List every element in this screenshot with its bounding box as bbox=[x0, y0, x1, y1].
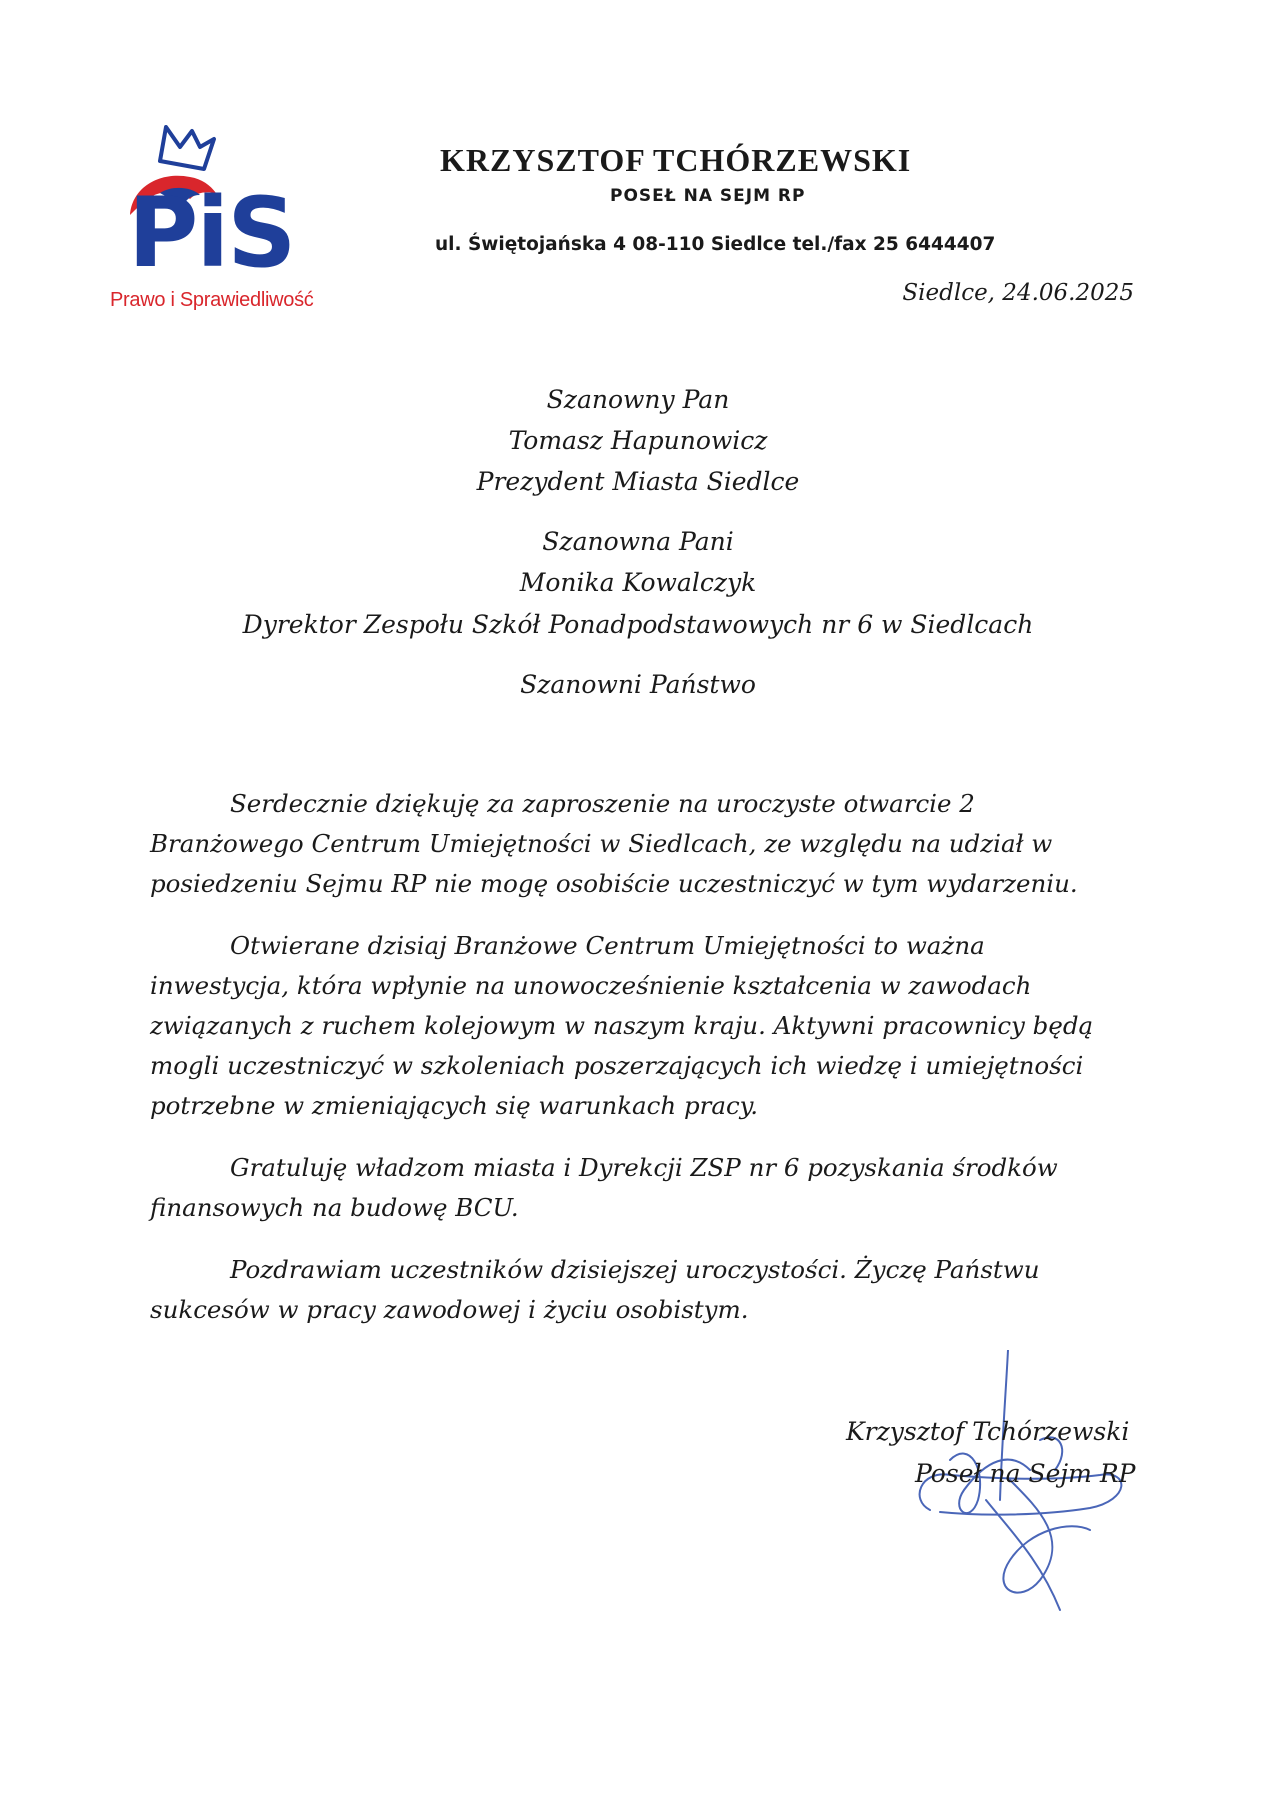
recipient-title: Dyrektor Zespołu Szkół Ponadpodstawowych nr 6 w Siedlcach bbox=[242, 610, 1034, 639]
salutation-line: Szanowny Pan bbox=[546, 385, 730, 414]
signature-name: Krzysztof Tchórzewski bbox=[846, 1417, 1130, 1446]
body-paragraph: Pozdrawiam uczestników dzisiejszej uroczystości. Życzę Państwu sukcesów w pracy zawodowej i życiu osobistym. bbox=[150, 1255, 1040, 1324]
sender-name: KRZYSZTOF TCHÓRZEWSKI bbox=[440, 142, 912, 178]
body-paragraph: Serdecznie dziękuję za zaproszenie na uroczyste otwarcie 2 Branżowego Centrum Umiejętności w Siedlcach, ze względu na udział w posiedzeniu Sejmu RP nie mogę osobiście uczestniczyć w tym wydarzeniu. bbox=[150, 789, 1078, 898]
sender-address: ul. Świętojańska 4 08-110 Siedlce tel./fax 25 6444407 bbox=[435, 234, 996, 255]
recipient-title: Prezydent Miasta Siedlce bbox=[476, 467, 800, 496]
logo-letters: PiS bbox=[128, 177, 295, 289]
body-paragraph: Gratuluję władzom miasta i Dyrekcji ZSP nr 6 pozyskania środków finansowych na budowę BCU. bbox=[150, 1153, 1058, 1222]
salutation-line: Szanowna Pani bbox=[542, 527, 734, 556]
general-salutation: Szanowni Państwo bbox=[520, 670, 756, 699]
recipient-name: Tomasz Hapunowicz bbox=[508, 426, 768, 455]
sender-role: POSEŁ NA SEJM RP bbox=[610, 186, 806, 206]
party-logo bbox=[100, 115, 314, 325]
recipient-name: Monika Kowalczyk bbox=[519, 568, 757, 597]
body-paragraph: Otwierane dzisiaj Branżowe Centrum Umiejętności to ważna inwestycja, która wpłynie na unowocześnienie kształcenia w zawodach związanych z ruchem kolejowym w naszym kraju. Aktywni pracownicy będą mogli uczestniczyć w szkoleniach poszerzających ich wiedzę i umiejętności potrzebne w zmieniających się warunkach pracy. bbox=[150, 931, 1094, 1120]
signature-role: Poseł na Sejm RP bbox=[915, 1459, 1136, 1488]
logo-caption: Prawo i Sprawiedliwość bbox=[110, 289, 314, 311]
letter-body bbox=[150, 784, 1130, 1352]
letter-date: Siedlce, 24.06.2025 bbox=[902, 280, 1134, 306]
